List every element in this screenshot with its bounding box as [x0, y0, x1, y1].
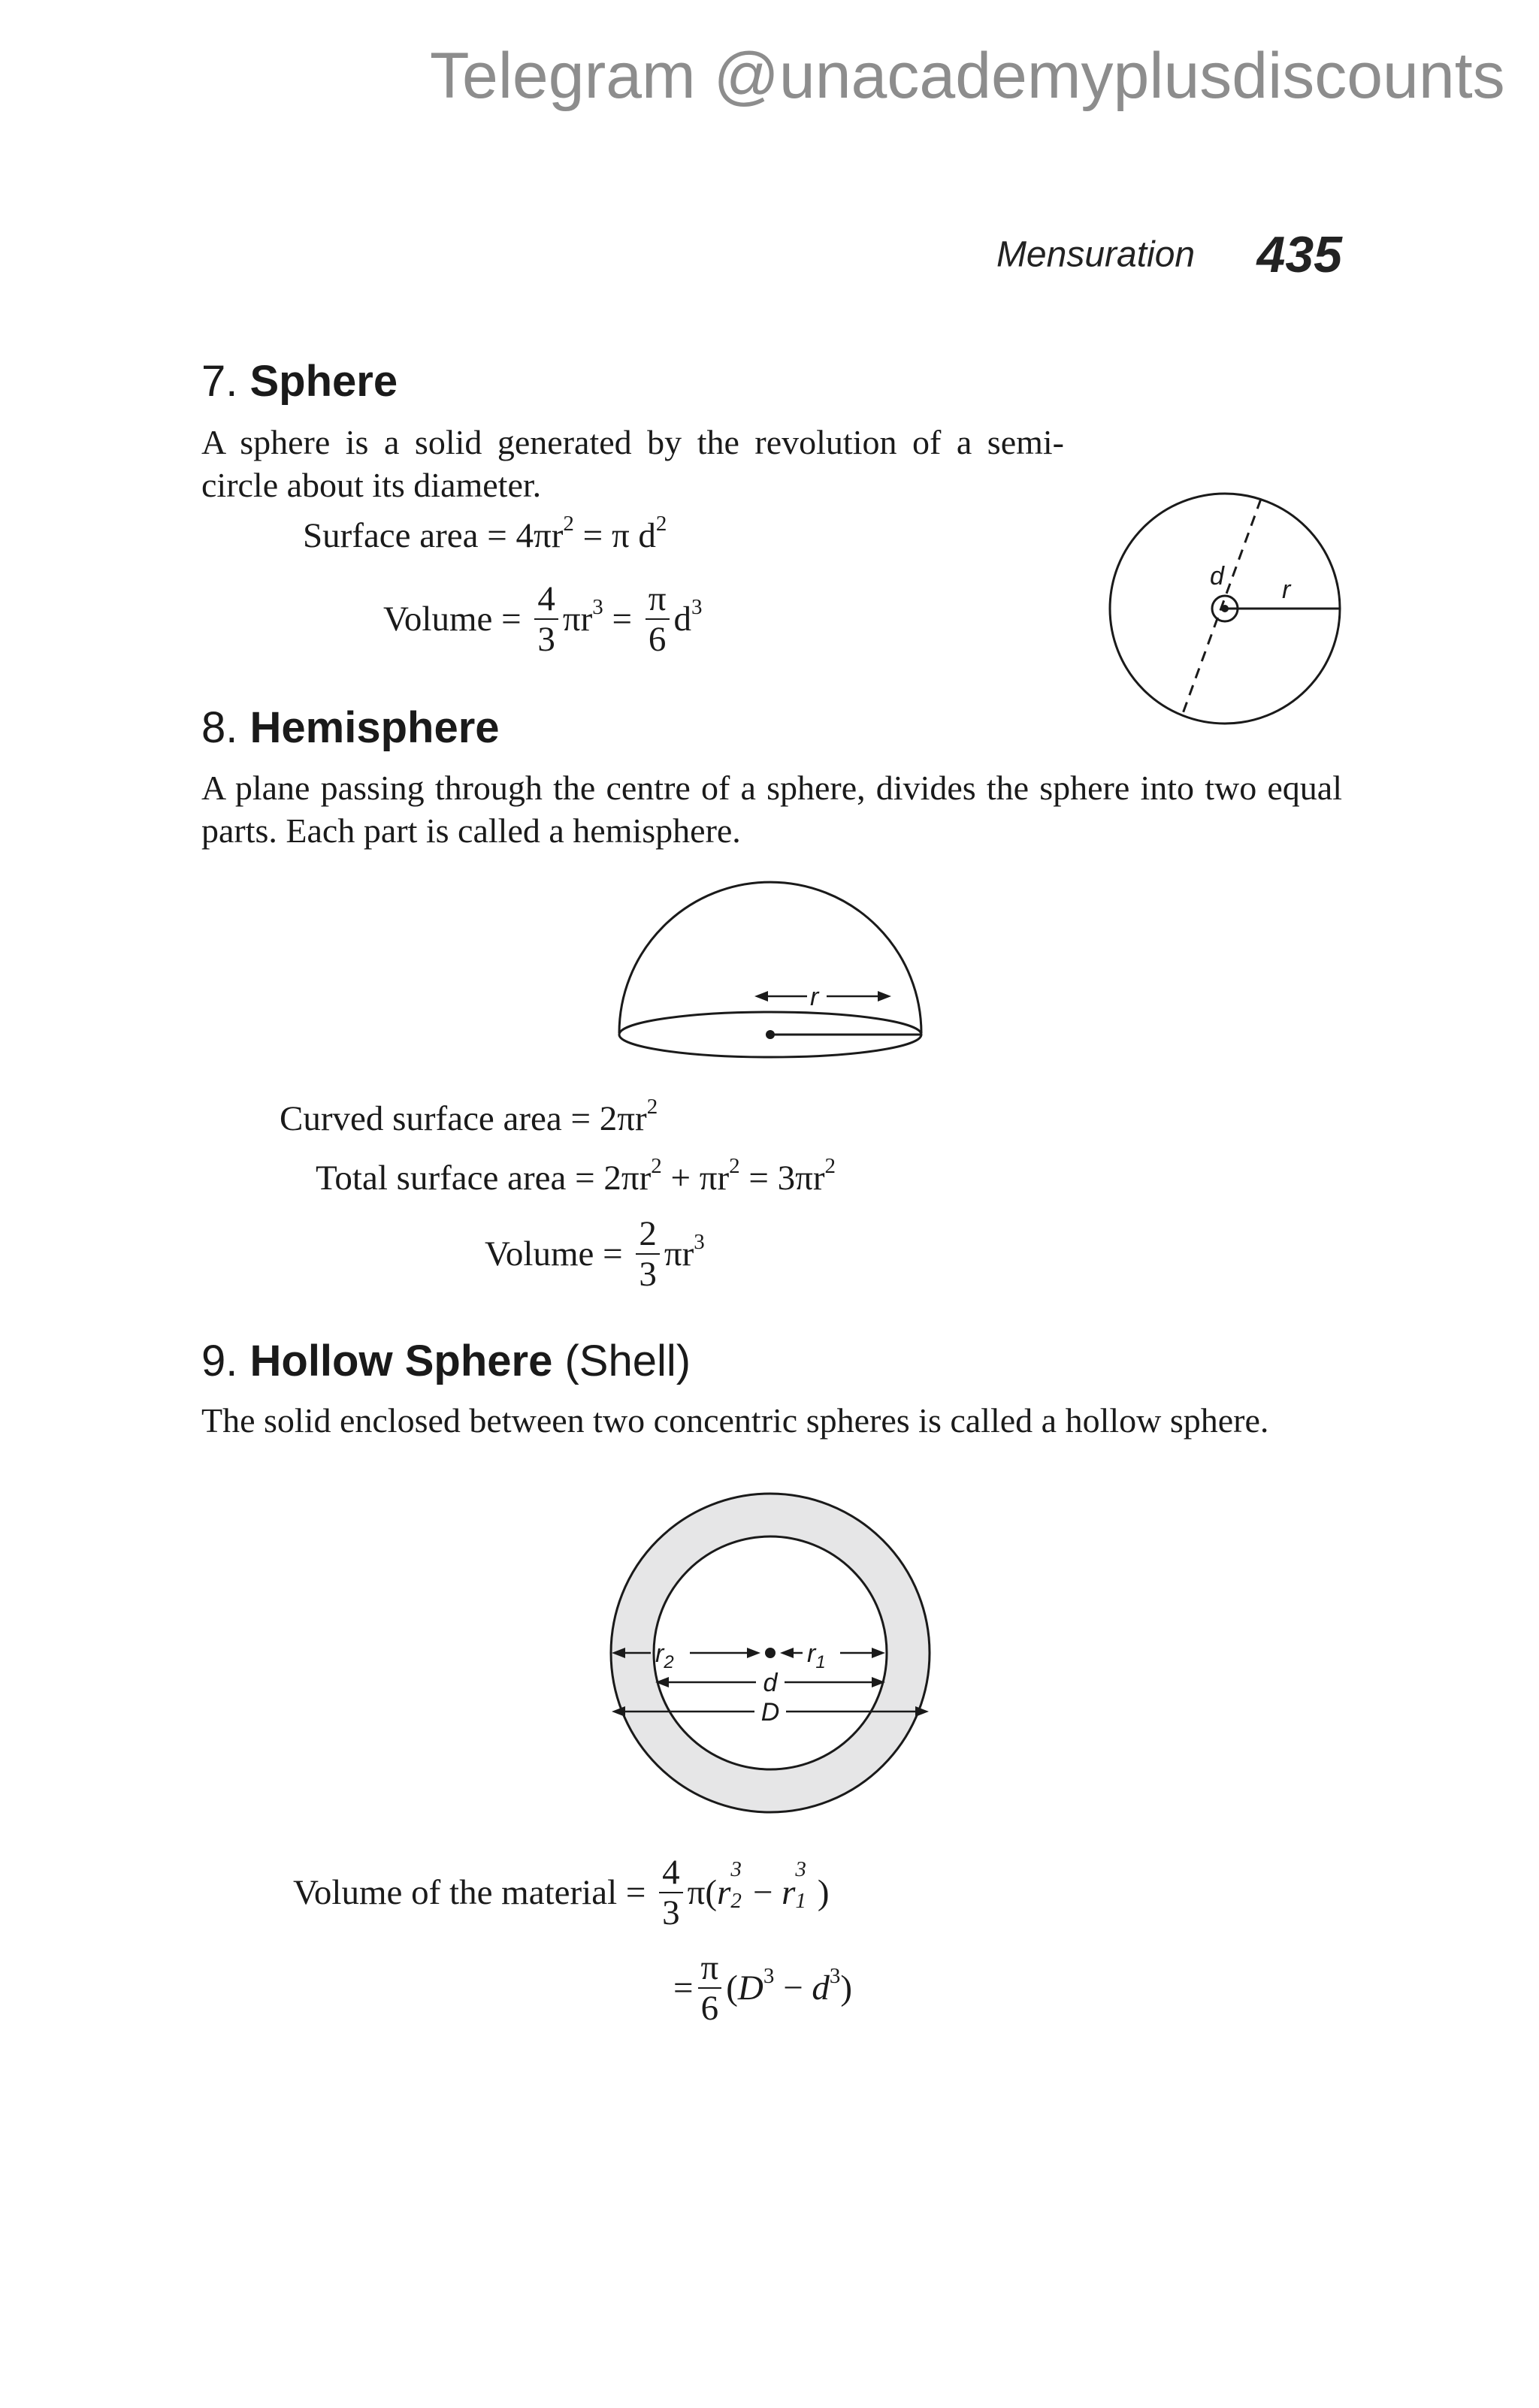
arrow-right-icon	[878, 991, 891, 1002]
hemisphere-volume-formula: Volume = $\frac{2}{3}$ $\pi r^3$	[485, 1214, 705, 1294]
arrow-left-icon	[754, 991, 768, 1002]
fraction: $\frac{4}{3}$	[659, 1853, 683, 1932]
radius-label: r	[810, 983, 819, 1011]
sphere-volume-formula: Volume = $\frac{4}{3}$ $\pi r^3$ = $\frac{\pi}{6}$ $d^3$	[383, 579, 703, 659]
fraction: $\frac{\pi}{6}$	[646, 579, 670, 659]
hollow-sphere-diagram	[601, 1484, 939, 1822]
hemisphere-heading	[201, 702, 500, 753]
inner-diameter-label: d	[763, 1669, 778, 1697]
sphere-heading	[201, 356, 398, 406]
arrow-right-icon	[915, 1706, 929, 1717]
hemisphere-csa-formula: Curved surface area = $2\pi r^2$	[280, 1095, 658, 1138]
sphere-surface-area-label: Surface area	[303, 516, 479, 555]
hollow-volume-formula: Volume of the material = $\frac{4}{3}$ π(r 3 2 − r 3 1 )	[293, 1853, 830, 1932]
hemisphere-title: Hemisphere	[249, 703, 500, 752]
outer-radius-label: $r_2$	[655, 1639, 674, 1672]
hollow-sphere-title: Hollow Sphere	[249, 1337, 553, 1385]
sphere-number: 7.	[201, 357, 238, 406]
diameter-label: d	[1210, 562, 1224, 591]
fraction: $\frac{\pi}{6}$	[698, 1948, 722, 2028]
hemisphere-description: A plane passing through the centre of a sphere, divides the sphere into two equal parts. Each part is called a hemisphere.	[201, 769, 1342, 850]
sphere-title: Sphere	[249, 357, 398, 406]
hollow-sphere-heading	[201, 1336, 691, 1386]
centre-dot	[766, 1030, 775, 1039]
outer-diameter-label: D	[760, 1698, 780, 1727]
fraction: $\frac{2}{3}$	[636, 1214, 660, 1294]
hollow-sphere-number: 9.	[201, 1337, 238, 1385]
hollow-volume-alt-formula: = $\frac{\pi}{6}$ $(D^3 - d^3)$	[673, 1948, 853, 2028]
chapter-title: Mensuration	[996, 234, 1196, 275]
hollow-sphere-subtitle: (Shell)	[564, 1337, 691, 1385]
hemisphere-diagram	[609, 875, 932, 1067]
watermark-text: Telegram @unacademyplusdiscounts	[430, 40, 1505, 112]
sphere-surface-area-formula: Surface area = $4\pi r^2 = \pi$ $d^2$	[303, 512, 667, 555]
hollow-sphere-description: The solid enclosed between two concentric spheres is called a hollow sphere.	[201, 1401, 1269, 1440]
page-number: 435	[1256, 226, 1342, 283]
fraction: $\frac{4}{3}$	[534, 579, 558, 659]
hemisphere-number: 8.	[201, 703, 238, 752]
centre-dot	[765, 1648, 776, 1658]
sphere-volume-label: Volume	[383, 599, 493, 639]
hemisphere-tsa-formula: Total surface area = $2\pi r^2 + \pi r^2 = 3\pi r^2$	[316, 1154, 836, 1198]
sphere-description: A sphere is a solid generated by the revolution of a semi-circle about its diameter.	[201, 423, 1064, 504]
running-header	[996, 225, 1342, 284]
radius-label: r	[1282, 576, 1291, 604]
inner-radius-label: $r_1$	[807, 1639, 826, 1672]
hemisphere-dome	[619, 882, 921, 1033]
sphere-diagram	[1097, 488, 1353, 729]
arrow-left-icon	[612, 1706, 625, 1717]
